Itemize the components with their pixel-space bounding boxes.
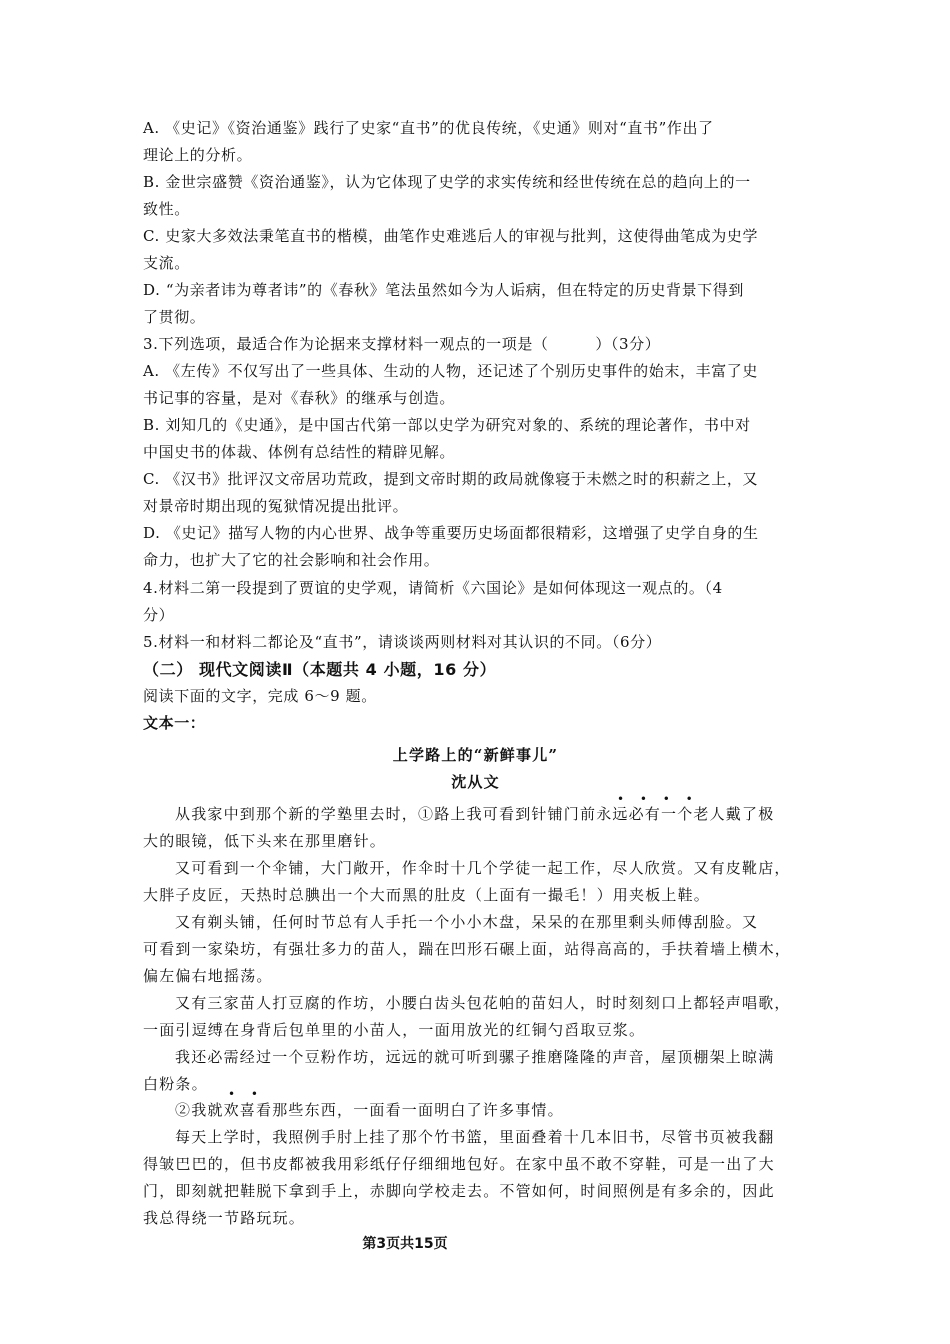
article-p7-line2: 得皱巴巴的，但书皮都被我用彩纸仔仔细细地包好。在家中虽不敢不穿鞋，可是一出了大 (143, 1155, 775, 1173)
emphasis-dots-1: • • • • (617, 792, 699, 806)
article-title: 上学路上的“新鲜事儿” (392, 746, 559, 764)
q3-option-a-line2: 书记事的容量，是对《春秋》的继承与创造。 (143, 389, 456, 407)
article-p4-line2: 一面引逗缚在身背后包单里的小苗人，一面用放光的红铜勺舀取豆浆。 (143, 1021, 646, 1039)
q3-option-c-line2: 对景帝时期出现的冤狱情况提出批评。 (143, 497, 409, 515)
q4-line1: 4.材料二第一段提到了贾谊的史学观，请简析《六国论》是如何体现这一观点的。（4 (143, 579, 723, 597)
article-p5-line1: 我还必需经过一个豆粉作坊，远远的就可听到骡子推磨隆隆的声音，屋顶棚架上晾满 (175, 1048, 775, 1066)
article-p7-line4: 我总得绕一节路玩玩。 (143, 1209, 306, 1227)
page-footer: 第3页共15页 (362, 1236, 448, 1252)
article-p3-line2: 可看到一家染坊，有强壮多力的苗人，踹在凹形石碾上面，站得高高的，手扶着墙上横木， (143, 940, 792, 958)
q3-option-d-line1: D. 《史记》描写人物的内心世界、战争等重要历史场面都很精彩，这增强了史学自身的生 (143, 524, 759, 542)
q2-option-a-line2: 理论上的分析。 (143, 146, 253, 164)
q2-option-c-line2: 支流。 (143, 254, 190, 272)
q2-option-d-line1: D. “为亲者讳为尊者讳”的《春秋》笔法虽然如今为人诟病，但在特定的历史背景下得到 (143, 281, 744, 299)
q2-option-c-line1: C. 史家大多效法秉笔直书的楷模，曲笔作史难逃后人的审视与批判，这使得曲笔成为史学 (143, 227, 759, 245)
q2-option-b-line1: B. 金世宗盛赞《资治通鉴》，认为它体现了史学的求实传统和经世传统在总的趋向上的一 (143, 173, 751, 191)
article-p3-line3: 偏左偏右地摇荡。 (143, 967, 273, 985)
q3-option-b-line1: B. 刘知几的《史通》，是中国古代第一部以史学为研究对象的、系统的理论著作，书中对 (143, 416, 751, 434)
article-p2-line2: 大胖子皮匠，天热时总腆出一个大而黑的肚皮（上面有一撮毛！）用夹板上鞋。 (143, 886, 711, 904)
section-heading: （二） 现代文阅读Ⅱ（本题共 4 小题，16 分） (143, 660, 497, 679)
text-one-label: 文本一： (143, 714, 206, 732)
article-p5-line2: 白粉条。 (143, 1075, 208, 1093)
q5: 5.材料一和材料二都论及“直书”，请谈谈两则材料对其认识的不同。（6分） (143, 633, 662, 651)
article-p6: ②我就欢喜看那些东西，一面看一面明白了许多事情。 (175, 1101, 564, 1119)
q2-option-a-line1: A. 《史记》《资治通鉴》践行了史家“直书”的优良传统，《史通》则对“直书”作出了 (143, 119, 714, 137)
q3-option-a-line1: A. 《左传》不仅写出了一些具体、生动的人物，还记述了个别历史事件的始末，丰富了史 (143, 362, 758, 380)
q3-option-b-line2: 中国史书的体裁、体例有总结性的精辟见解。 (143, 443, 456, 461)
article-p3-line1: 又有剃头铺，任何时节总有人手托一个小小木盘，呆呆的在那里剩头师傅刮脸。又 (175, 913, 759, 931)
emphasis-dots-2: • • (228, 1087, 264, 1101)
q4-line2: 分） (143, 606, 175, 624)
article-p7-line3: 门，即刻就把鞋脱下拿到手上，赤脚向学校走去。不管如何，时间照例是有多余的，因此 (143, 1182, 775, 1200)
q3-option-c-line1: C. 《汉书》批评汉文帝居功荒政，提到文帝时期的政局就像寝于未燃之时的积薪之上，又 (143, 470, 759, 488)
q2-option-b-line2: 致性。 (143, 200, 190, 218)
section-instruction: 阅读下面的文字，完成 6～9 题。 (143, 687, 377, 705)
article-p7-line1: 每天上学时，我照例手肘上挂了那个竹书篮，里面叠着十几本旧书，尽管书页被我翻 (175, 1128, 775, 1146)
article-p1-line2: 大的眼镜，低下头来在那里磨针。 (143, 832, 387, 850)
article-author: 沈从文 (451, 773, 500, 791)
q2-option-d-line2: 了贯彻。 (143, 308, 206, 326)
q3-stem: 3.下列选项，最适合作为论据来支撑材料一观点的一项是（ ）（3分） (143, 335, 661, 353)
article-p2-line1: 又可看到一个伞铺，大门敞开，作伞时十几个学徒一起工作，尽人欣赏。又有皮靴店， (175, 859, 791, 877)
article-p1-line1: 从我家中到那个新的学塾里去时，①路上我可看到针铺门前永远必有一个老人戴了极 (175, 805, 775, 823)
article-p4-line1: 又有三家苗人打豆腐的作坊，小腰白齿头包花帕的苗妇人，时时刻刻口上都轻声唱歌， (175, 994, 791, 1012)
q3-option-d-line2: 命力，也扩大了它的社会影响和社会作用。 (143, 551, 440, 569)
